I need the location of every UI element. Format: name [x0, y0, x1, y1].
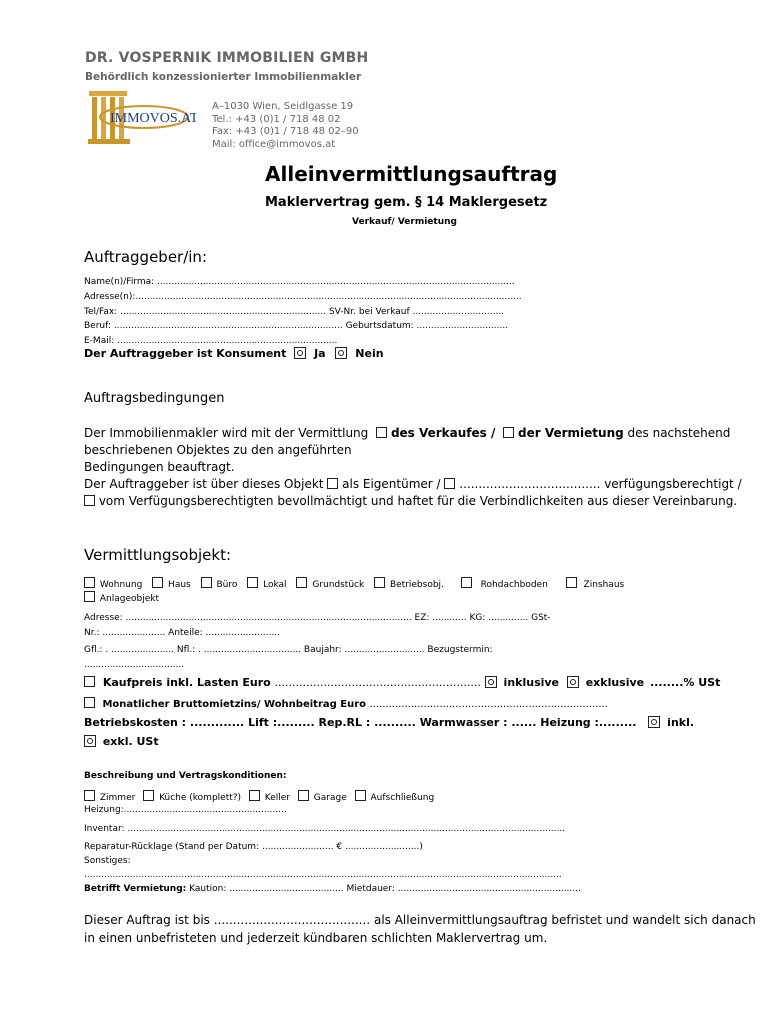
page-title: Alleinvermittlungsauftrag [265, 162, 558, 186]
section-heading-objekt: Vermittlungsobjekt: [84, 546, 232, 564]
type-rohdachboden: Rohdachboden [480, 580, 548, 590]
operating-excl-radio[interactable] [84, 735, 96, 747]
operating-cost-label[interactable]: Betriebskosten : ............. Lift :......... Rep.RL : .......... Warmwasser : ...... Heizung :......... [84, 716, 637, 729]
operating-excl-label: exkl. USt [102, 735, 159, 748]
rent-terms-fields[interactable]: Kaution: ........................................ Mietdauer: ................................................................ [189, 884, 581, 894]
cond-sale: des Verkaufes / [390, 426, 496, 440]
sonstiges-label: Sonstiges: [84, 856, 131, 866]
operating-cost-row [84, 716, 694, 729]
feature-aufschliessung: Aufschließung [370, 793, 435, 803]
feature-checkbox[interactable] [298, 790, 309, 801]
consumer-yes-radio[interactable] [294, 347, 306, 359]
rent-row [84, 697, 608, 710]
feature-zimmer: Zimmer [99, 793, 136, 803]
operating-incl-label: inkl. [667, 716, 695, 729]
type-checkbox[interactable] [152, 577, 163, 588]
price-incl-label: inklusive [503, 676, 560, 689]
feature-keller: Keller [264, 793, 291, 803]
type-checkbox[interactable] [201, 577, 212, 588]
validity-date-field[interactable]: ......................................... [213, 913, 371, 927]
price-excl-label: exklusive [585, 676, 645, 689]
company-logo [86, 87, 196, 145]
contact-block [212, 101, 359, 151]
anlage-checkbox[interactable] [84, 591, 95, 602]
field-object-address[interactable]: Adresse: .................................................................................................... EZ: ............ KG: .............. GSt- [84, 613, 551, 623]
validity-a: Dieser Auftrag ist bis [84, 913, 210, 927]
cond-line3: Bedingungen beauftragt. [84, 460, 235, 474]
contract-type: Verkauf/ Vermietung [352, 217, 457, 227]
cond-line2: beschriebenen Objektes zu den angeführten [84, 443, 352, 457]
feature-checkbox[interactable] [249, 790, 260, 801]
rent-price-checkbox[interactable] [84, 697, 95, 708]
price-excl-radio[interactable] [567, 676, 579, 688]
cond-rent: der Vermietung [518, 426, 624, 440]
validity-line2: in einen unbefristeten und jederzeit kündbaren schlichten Maklervertrag um. [84, 931, 548, 945]
object-fields [84, 611, 551, 641]
rent-price-field[interactable]: ........................................................................... [369, 699, 608, 710]
type-anlageobjekt: Anlageobjekt [99, 594, 159, 604]
feature-checkbox[interactable] [355, 790, 366, 801]
rent-price-label: Monatlicher Bruttomietzins/ Wohnbeitrag Euro [102, 699, 367, 710]
features-row [84, 790, 434, 803]
proxy-checkbox[interactable] [84, 495, 95, 506]
field-reparatur[interactable]: Reparatur-Rücklage (Stand per Datum: ......................... € ..........................) [84, 842, 423, 852]
company-name: DR. VOSPERNIK IMMOBILIEN GMBH [85, 50, 369, 66]
price-checkbox[interactable] [84, 676, 95, 687]
rent-checkbox[interactable] [503, 427, 514, 438]
field-address[interactable]: Adresse(n):....................................................................................................................................... [84, 291, 522, 302]
type-checkbox[interactable] [296, 577, 307, 588]
object-type-row [84, 577, 624, 590]
cond-owner: als Eigentümer / [342, 477, 441, 491]
price-field[interactable]: ........................................................... [274, 676, 481, 689]
field-beruf[interactable]: Beruf: ................................................................................ Geburtsdatum: ................................ [84, 321, 509, 332]
field-name[interactable]: Name(n)/Firma: ............................................................................................................................. [84, 277, 515, 287]
feature-checkbox[interactable] [143, 790, 154, 801]
type-checkbox[interactable] [84, 577, 95, 588]
anlage-row [84, 591, 159, 604]
validity-text [84, 911, 756, 947]
cond-line1-d: des nachstehend [627, 426, 731, 440]
contact-tel: Tel.: +43 (0)1 / 718 48 02 [212, 113, 341, 125]
authorized-checkbox[interactable] [444, 478, 455, 489]
type-buero: Büro [216, 580, 238, 590]
field-object-gfl[interactable]: Gfl.: . ...................... Nfl.: . .................................. Baujahr: ............................ Bezugstermin: [84, 645, 493, 655]
consumer-row [84, 347, 384, 360]
type-checkbox[interactable] [461, 577, 472, 588]
type-checkbox[interactable] [247, 577, 258, 588]
type-zinshaus: Zinshaus [583, 580, 625, 590]
feature-checkbox[interactable] [84, 790, 95, 801]
field-object-nr[interactable]: Nr.: ...................... Anteile: .......................... [84, 628, 280, 638]
field-email[interactable]: E-Mail: ............................................................................. [84, 336, 338, 347]
type-grundstueck: Grundstück [312, 580, 365, 590]
consumer-label: Der Auftraggeber ist Konsument [84, 347, 287, 360]
price-row [84, 676, 720, 689]
cond-line1-a: Der Immobilienmakler wird mit der Vermittlung [84, 426, 369, 440]
sale-checkbox[interactable] [376, 427, 387, 438]
contact-fax: Fax: +43 (0)1 / 718 48 02–90 [212, 126, 359, 137]
field-tel[interactable]: Tel/Fax: ........................................................................ SV-Nr. bei Verkauf ................................ [84, 306, 505, 317]
type-betriebsobj: Betriebsobj. [389, 580, 444, 590]
logo-text: IMMOVOS.AT [110, 111, 196, 126]
consumer-no-label: Nein [355, 347, 384, 360]
company-subtitle: Behördlich konzessionierter Immobilienmakler [85, 71, 362, 83]
feature-garage: Garage [313, 793, 347, 803]
section-heading-bedingungen: Auftragsbedingungen [84, 391, 225, 406]
rent-terms-row [84, 884, 581, 894]
consumer-no-radio[interactable] [335, 347, 347, 359]
type-haus: Haus [168, 580, 191, 590]
operating-incl-radio[interactable] [648, 716, 660, 728]
conditions-text [84, 425, 742, 510]
contact-address: A–1030 Wien, Seidlgasse 19 [212, 101, 354, 112]
field-sonstiges[interactable]: ....................................................................................................................................................................... [84, 870, 562, 880]
price-vat-field[interactable]: ........% USt [649, 676, 721, 689]
client-fields [84, 275, 522, 349]
field-heizung[interactable]: Heizung:......................................................... [84, 805, 287, 815]
operating-excl-row [84, 735, 159, 748]
page-subtitle: Maklervertrag gem. § 14 Maklergesetz [265, 195, 548, 210]
type-checkbox[interactable] [566, 577, 577, 588]
object-fields-2 [84, 643, 493, 673]
owner-checkbox[interactable] [327, 478, 338, 489]
rent-terms-label: Betrifft Vermietung: [84, 884, 187, 894]
consumer-yes-label: Ja [314, 347, 326, 360]
section-heading-auftraggeber: Auftraggeber/in: [84, 248, 207, 266]
field-object-bezug[interactable]: ................................... [84, 660, 185, 670]
type-lokal: Lokal [263, 580, 287, 590]
validity-b: als Alleinvermittlungsauftrag befristet und wandelt sich danach [373, 913, 756, 927]
cond-line4-a: Der Auftraggeber ist über dieses Objekt [84, 477, 324, 491]
type-wohnung: Wohnung [99, 580, 143, 590]
price-label: Kaufpreis inkl. Lasten Euro [102, 676, 271, 689]
feature-kueche: Küche (komplett?) [159, 793, 242, 803]
cond-line5: vom Verfügungsberechtigten bevollmächtigt und haftet für die Verbindlichkeiten aus dieser Vereinbarung. [98, 494, 738, 508]
type-checkbox[interactable] [374, 577, 385, 588]
cond-authorized: ..................................... verfügungsberechtigt / [459, 477, 742, 491]
field-inventar[interactable]: Inventar: ......................................................................................................................................................... [84, 824, 566, 834]
contact-mail: Mail: office@immovos.at [212, 138, 336, 150]
price-incl-radio[interactable] [485, 676, 497, 688]
description-heading: Beschreibung und Vertragskonditionen: [84, 771, 287, 781]
